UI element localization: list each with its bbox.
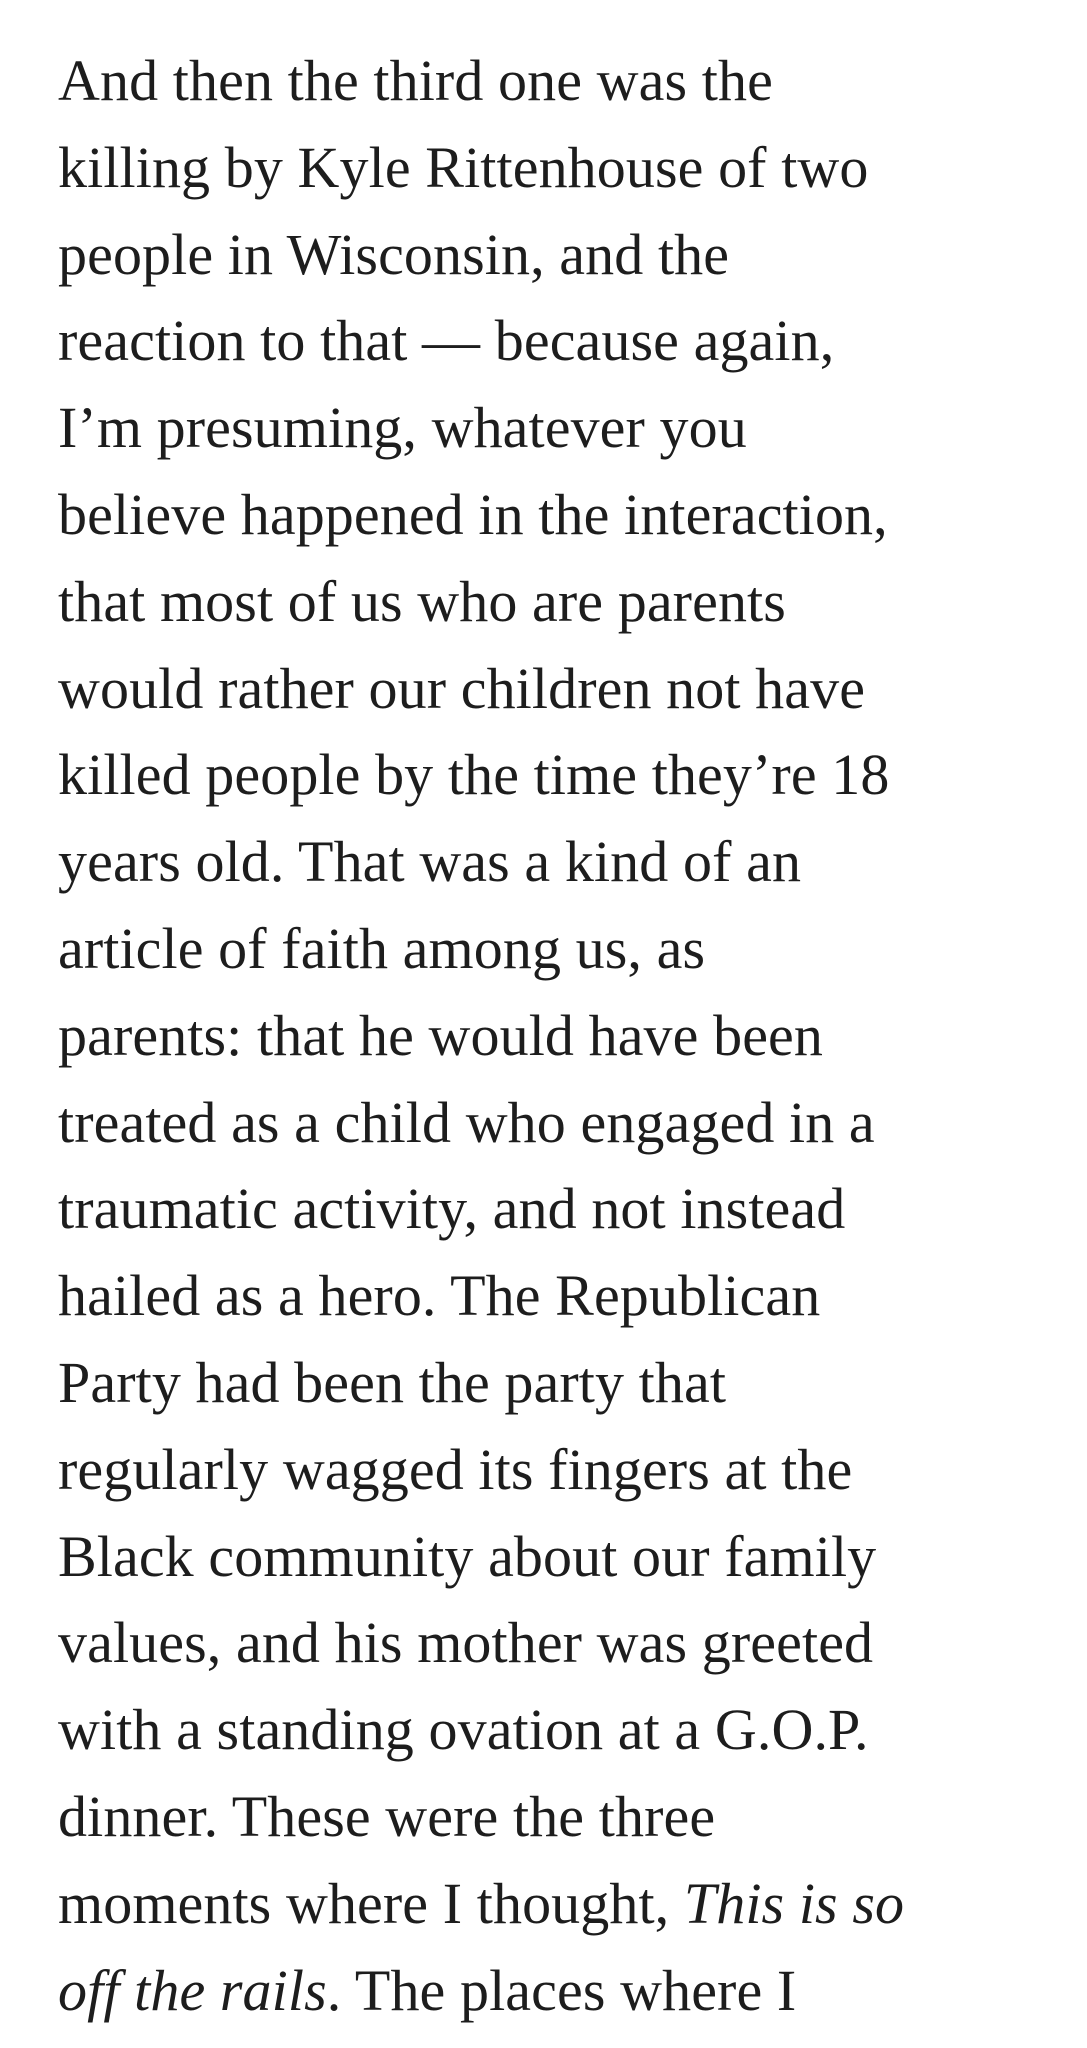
italic-thought: off the rails — [58, 1957, 327, 2023]
text-line: dinner. These were the three — [58, 1783, 716, 1849]
text-line: treated as a child who engaged in a — [58, 1089, 875, 1155]
text-line — [58, 1948, 1068, 2035]
italic-thought: This is so — [683, 1870, 905, 1936]
article-body — [58, 38, 1068, 2034]
text-line: article of faith among us, as — [58, 915, 706, 981]
text-segment: moments where I thought, — [58, 1870, 684, 1936]
text-line: I’m presuming, whatever you — [58, 395, 747, 461]
text-line: hailed as a hero. The Republican — [58, 1263, 821, 1329]
text-line: traumatic activity, and not instead — [58, 1176, 846, 1242]
text-line: people in Wisconsin, and the — [58, 221, 730, 287]
text-line — [58, 1861, 1068, 1948]
text-line: regularly wagged its fingers at the — [58, 1436, 853, 1502]
text-line: values, and his mother was greeted — [58, 1610, 874, 1676]
text-line: parents: that he would have been — [58, 1002, 823, 1068]
text-line: Party had been the party that — [58, 1349, 727, 1415]
text-line: reaction to that — because again, — [58, 308, 835, 374]
text-line: that most of us who are parents — [58, 568, 786, 634]
text-line: years old. That was a kind of an — [58, 829, 802, 895]
text-line: killed people by the time they’re 18 — [58, 742, 890, 808]
text-line: Black community about our family — [58, 1523, 877, 1589]
text-line: killing by Kyle Rittenhouse of two — [58, 134, 869, 200]
text-segment: . The places where I — [326, 1957, 797, 2023]
text-line: would rather our children not have — [58, 655, 866, 721]
text-line: And then the third one was the — [58, 48, 773, 113]
text-line: believe happened in the interaction, — [58, 481, 888, 547]
text-line: with a standing ovation at a G.O.P. — [58, 1697, 869, 1763]
